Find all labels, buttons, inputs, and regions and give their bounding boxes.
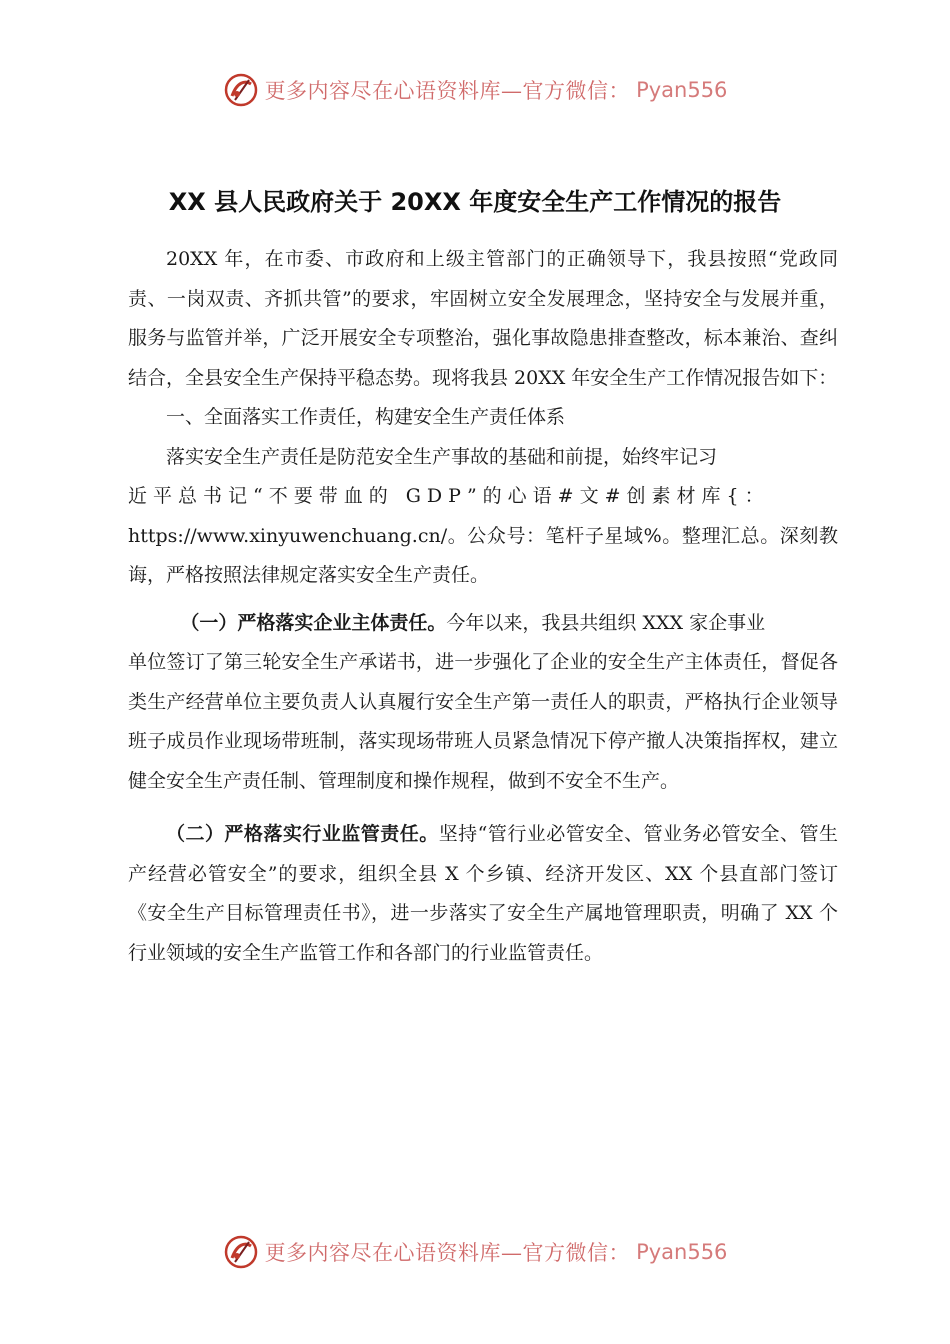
document-title: XX 县人民政府关于 20XX 年度安全生产工作情况的报告 bbox=[168, 188, 782, 216]
item-text: 今年以来，我县共组织 XXX 家企事业 bbox=[446, 611, 766, 634]
paragraph-line: 近平总书记“不要带血的 GDP”的心语#文#创素材库{： bbox=[128, 485, 770, 507]
responsibility-paragraph bbox=[128, 438, 838, 596]
paragraph-line: https://www.xinyuwenchuang.cn/。公众号：笔杆子星域%。整理汇总。深刻教诲，严格按照法律规定落实安全生产责任。 bbox=[128, 524, 838, 586]
item-text: 坚持“管行业必管安全、管业务必管安全、管生产经营必管安全”的要求，组织全县 X 个乡镇、经济开发区、XX 个县直部门签订《安全生产目标管理责任书》，进一步落实了安全生产属地管理职责，明确了 XX 个行业领域的安全生产监管工作和各部门的行业监管责任。 bbox=[128, 823, 838, 964]
section-heading: 一、全面落实工作责任，构建安全生产责任体系 bbox=[166, 406, 566, 428]
item-first-line bbox=[128, 604, 838, 644]
item-lead: （一）严格落实企业主体责任。 bbox=[180, 611, 447, 634]
watermark-text: 更多内容尽在心语资料库—官方微信： bbox=[264, 1241, 631, 1265]
item-enterprise-responsibility bbox=[128, 604, 838, 802]
header-watermark bbox=[0, 72, 950, 108]
watermark-text: 更多内容尽在心语资料库—官方微信： bbox=[264, 79, 631, 103]
item-industry-supervision bbox=[128, 815, 838, 973]
watermark-wechat-id: Pyan556 bbox=[636, 1240, 728, 1264]
footer-watermark bbox=[0, 1234, 950, 1270]
document-body bbox=[128, 240, 838, 973]
intro-paragraph: 20XX 年，在市委、市政府和上级主管部门的正确领导下，我县按照“党政同责、一岗双责、齐抓共管”的要求，牢固树立安全发展理念，坚持安全与发展并重，服务与监管并举，广泛开展安全专项整治，强化事故隐患排查整改，标本兼治、查纠结合，全县安全生产保持平稳态势。现将我县 20XX 年安全生产工作情况报告如下： bbox=[128, 248, 838, 389]
paragraph-line: 落实安全生产责任是防范安全生产事故的基础和前提，始终牢记习 bbox=[166, 445, 718, 468]
brand-logo-icon bbox=[223, 1234, 259, 1270]
item-lead: （二）严格落实行业监管责任。 bbox=[166, 823, 439, 845]
watermark-wechat-id: Pyan556 bbox=[636, 78, 728, 102]
brand-logo-icon bbox=[223, 72, 259, 108]
item-continuation: 单位签订了第三轮安全生产承诺书，进一步强化了企业的安全生产主体责任，督促各类生产经营单位主要负责人认真履行安全生产第一责任人的职责，严格执行企业领导班子成员作业现场带班制，落实现场带班人员紧急情况下停产撤人决策指挥权，建立健全安全生产责任制、管理制度和操作规程，做到不安全不生产。 bbox=[128, 651, 838, 792]
